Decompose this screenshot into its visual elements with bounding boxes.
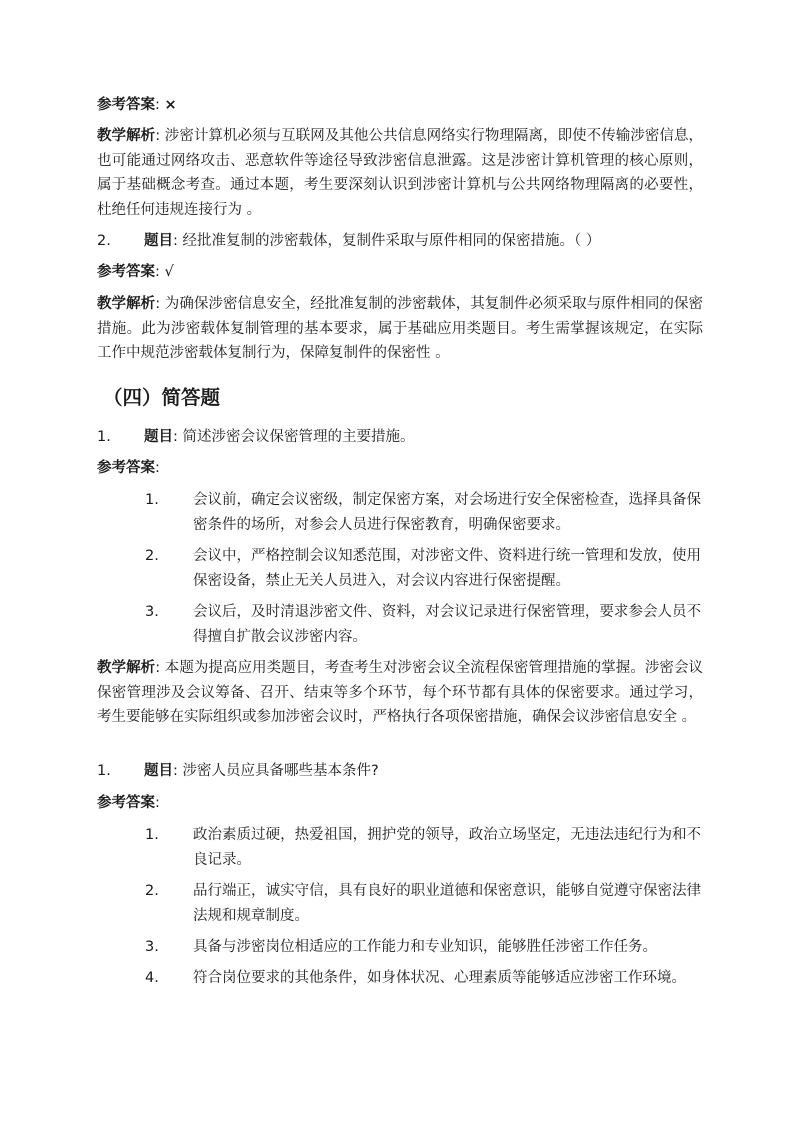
question-line [97, 759, 111, 783]
list-item: 会议后，及时清退涉密文件、资料，对会议记录进行保密管理，要求参会人员不得擅自扩散会议涉密内容。 [193, 604, 701, 645]
list-number: 3. [145, 604, 159, 620]
answer-label: 参考答案 [97, 460, 155, 476]
colon: : [173, 763, 178, 779]
question-body [144, 425, 415, 449]
list-item: 符合岗位要求的其他条件，如身体状况、心理素质等能够适应涉密工作环境。 [193, 970, 686, 986]
list-number: 1. [145, 492, 159, 508]
list-item: 政治素质过硬，热爱祖国，拥护党的领导，政治立场坚定，无违法违纪行为和不良记录。 [193, 827, 701, 868]
list-number: 3. [145, 939, 159, 955]
answer-line [97, 456, 160, 480]
answer-value: √ [164, 264, 174, 280]
colon: : [155, 460, 160, 476]
question-label: 题目 [144, 763, 173, 779]
colon: : [155, 128, 161, 144]
answer-label: 参考答案 [97, 264, 155, 280]
question-line [97, 229, 111, 253]
question-number: 2. [97, 233, 111, 249]
answer-line [97, 93, 177, 117]
colon: : [155, 264, 160, 280]
colon: : [173, 429, 178, 445]
answer-line [97, 260, 174, 284]
section-heading: （四）简答题 [103, 386, 221, 409]
analysis-paragraph [97, 292, 703, 366]
analysis-text: 涉密计算机必须与互联网及其他公共信息网络实行物理隔离，即使不传输涉密信息，也可能通过网络攻击、恶意软件等途径导致涉密信息泄露。这是涉密计算机管理的核心原则，属于基础概念考查。通过本题，考生要深刻认识到涉密计算机与公共网络物理隔离的必要性，杜绝任何违规连接行为 。 [97, 128, 704, 218]
colon: : [173, 233, 178, 249]
analysis-label: 教学解析 [97, 296, 156, 312]
colon: : [155, 795, 160, 811]
question-line [97, 425, 111, 449]
colon: : [155, 296, 161, 312]
question-number: 1. [97, 429, 111, 445]
colon: : [155, 97, 160, 113]
analysis-label: 教学解析 [97, 128, 156, 144]
list-item: 品行端正，诚实守信，具有良好的职业道德和保密意识，能够自觉遵守保密法律法规和规章制度。 [193, 883, 701, 924]
question-text: 经批准复制的涉密载体，复制件采取与原件相同的保密措施。（ ） [182, 233, 601, 249]
question-body [144, 759, 379, 783]
question-text: 涉密人员应具备哪些基本条件? [182, 763, 379, 779]
analysis-paragraph [97, 656, 703, 730]
question-label: 题目 [144, 233, 173, 249]
answer-label: 参考答案 [97, 795, 155, 811]
question-number: 1. [97, 763, 111, 779]
analysis-paragraph [97, 124, 703, 222]
answer-line [97, 791, 160, 815]
answer-value: × [164, 97, 177, 113]
analysis-text: 本题为提高应用类题目，考查考生对涉密会议全流程保密管理措施的掌握。涉密会议保密管理涉及会议筹备、召开、结束等多个环节，每个环节都有具体的保密要求。通过学习，考生要能够在实际组织或参加涉密会议时，严格执行各项保密措施，确保会议涉密信息安全 。 [97, 660, 704, 725]
list-item: 会议中，严格控制会议知悉范围，对涉密文件、资料进行统一管理和发放，使用保密设备，禁止无关人员进入，对会议内容进行保密提醒。 [193, 548, 701, 589]
list-number: 2. [145, 548, 159, 564]
question-body [144, 229, 600, 253]
list-item: 具备与涉密岗位相适应的工作能力和专业知识，能够胜任涉密工作任务。 [193, 939, 657, 955]
analysis-label: 教学解析 [97, 660, 156, 676]
colon: : [155, 660, 161, 676]
list-number: 1. [145, 827, 159, 843]
question-label: 题目 [144, 429, 173, 445]
answer-label: 参考答案 [97, 97, 155, 113]
list-number: 4. [145, 970, 159, 986]
list-item: 会议前，确定会议密级，制定保密方案，对会场进行安全保密检查，选择具备保密条件的场所，对参会人员进行保密教育，明确保密要求。 [193, 492, 701, 533]
list-number: 2. [145, 883, 159, 899]
analysis-text: 为确保涉密信息安全，经批准复制的涉密载体，其复制件必须采取与原件相同的保密措施。此为涉密载体复制管理的基本要求，属于基础应用类题目。考生需掌握该规定，在实际工作中规范涉密载体复制行为，保障复制件的保密性 。 [97, 296, 704, 361]
question-text: 简述涉密会议保密管理的主要措施。 [182, 429, 415, 445]
